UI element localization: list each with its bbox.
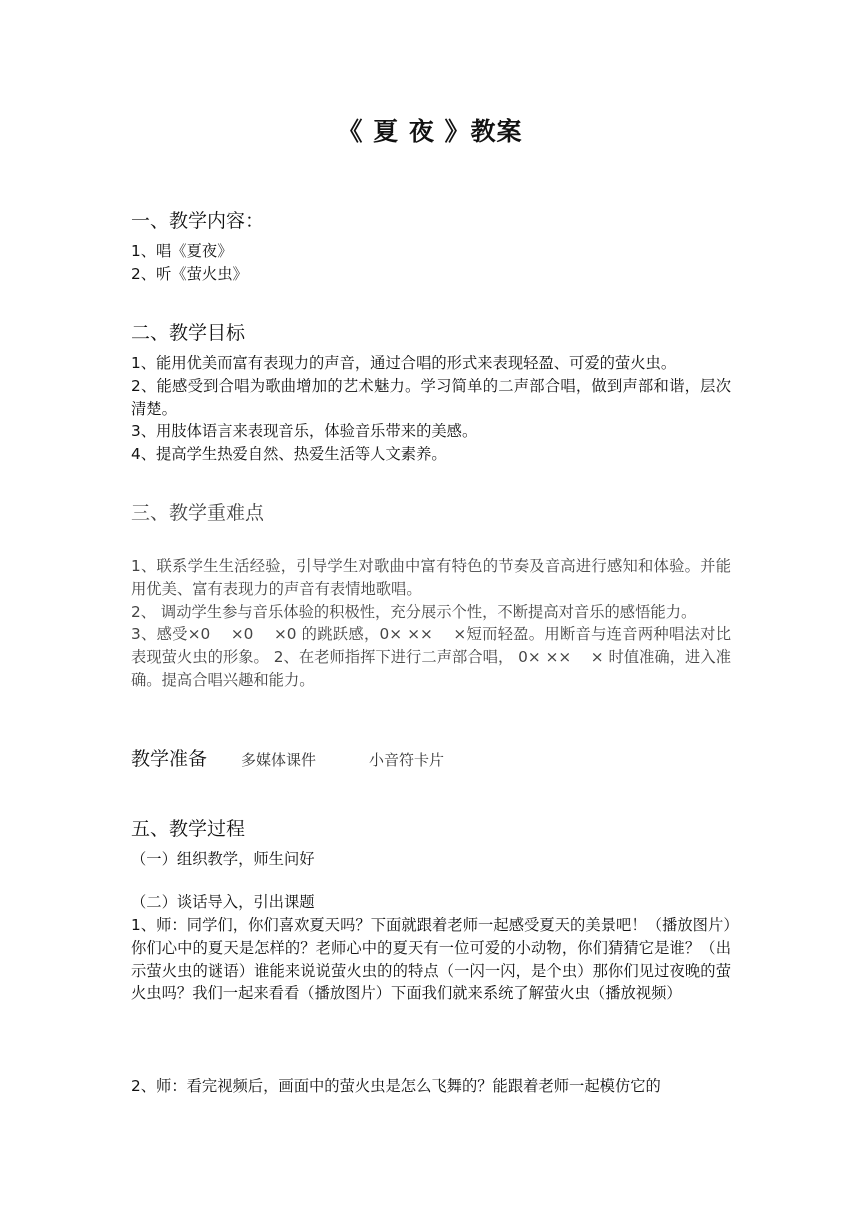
- document-title: 《 夏 夜 》教案: [337, 117, 523, 146]
- section-heading-keypoints: 三、教学重难点: [131, 502, 265, 524]
- section-heading-process: 五、教学过程: [131, 818, 246, 840]
- list-item: 3、用肢体语言来表现音乐，体验音乐带来的美感。: [131, 422, 478, 441]
- list-item: 1、联系学生生活经验，引导学生对歌曲中富有特色的节奏及音高进行感知和体验。并能用优美、富有表现力的声音有表情地歌唱。: [131, 557, 731, 598]
- list-item: 4、提高学生热爱自然、热爱生活等人文素养。: [131, 445, 447, 464]
- list-item: 2、听《萤火虫》: [131, 264, 248, 283]
- prep-item: 小音符卡片: [369, 751, 445, 769]
- section-heading-goals: 二、教学目标: [131, 322, 246, 344]
- section-heading-prep: 教学准备: [131, 748, 208, 770]
- process-paragraph-2: 2、师：看完视频后，画面中的萤火虫是怎么飞舞的？能跟着老师一起模仿它的: [131, 1077, 661, 1095]
- list-item: 2、 调动学生参与音乐体验的积极性，充分展示个性，不断提高对音乐的感悟能力。: [131, 602, 697, 621]
- process-paragraph-1: 1、师：同学们，你们喜欢夏天吗？下面就跟着老师一起感受夏天的美景吧！（播放图片）你们心中的夏天是怎样的？老师心中的夏天有一位可爱的小动物，你们猜猜它是谁？（出示萤火虫的谜语）谁能来说说萤火虫的的特点（一闪一闪，是个虫）那你们见过夜晚的萤火虫吗？我们一起来看看（播放图片）下面我们就来系统了解萤火虫（播放视频）: [131, 916, 731, 1003]
- teaching-prep-row: [131, 744, 444, 771]
- list-item: 3、感受×0 ×0 ×0 的跳跃感，0× ×× ×短而轻盈。用断音与连音两种唱法对比表现萤火虫的形象。 2、在老师指挥下进行二声部合唱， 0× ×× × 时值准确，进入准确。提高合唱兴趣和能力。: [131, 625, 731, 689]
- process-step-2: （二）谈话导入，引出课题: [131, 893, 315, 911]
- process-step-1: （一）组织教学，师生问好: [131, 850, 315, 868]
- section-content-list: [131, 240, 731, 286]
- list-item: 1、唱《夏夜》: [131, 242, 233, 260]
- section-goals-list: [131, 352, 731, 466]
- section-keypoints-list: [131, 555, 731, 692]
- section-heading-content: 一、教学内容：: [131, 210, 265, 232]
- list-item: 1、能用优美而富有表现力的声音，通过合唱的形式来表现轻盈、可爱的萤火虫。: [131, 354, 677, 372]
- prep-item: 多媒体课件: [241, 751, 317, 769]
- list-item: 2、能感受到合唱为歌曲增加的艺术魅力。学习简单的二声部合唱，做到声部和谐，层次清楚。: [131, 376, 731, 418]
